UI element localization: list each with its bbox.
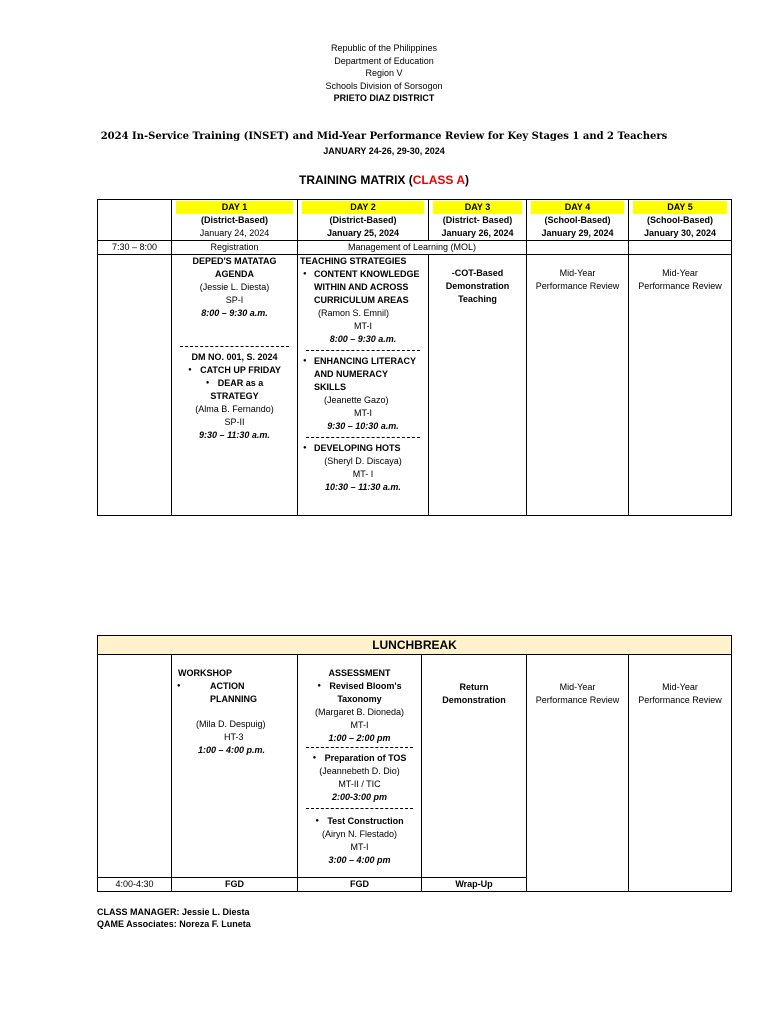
- day5-afternoon-cell: Mid-Year Performance Review: [629, 655, 732, 892]
- empty-cell: [629, 241, 732, 255]
- dashed-separator: [306, 808, 413, 809]
- day5-header: DAY 5 (School-Based) January 30, 2024: [629, 200, 732, 241]
- document-title: 2024 In-Service Training (INSET) and Mid-Year Performance Review for Key Stages 1 and 2 Teachers: [100, 131, 668, 142]
- time-cell: [98, 655, 172, 878]
- dashed-separator: [306, 747, 413, 748]
- day2-morning-cell: TEACHING STRATEGIES ● CONTENT KNOWLEDGE WITHIN AND ACROSS CURRICULUM AREAS (Ramon S. Emnil) MT-I 8:00 – 9:30 a.m. ● ENHANCING LITERACY AND NUMERACY SKILLS (Jeanette Gazo) MT-I 9:30 – 10:30 a.m. ● DEVELOPING HOTS (Sheryl D. Discaya) MT- I 10:30 – 11:30 a.m.: [298, 255, 429, 516]
- day-header-row: [98, 200, 732, 241]
- header-line-5: PRIETO DIAZ DISTRICT: [333, 93, 435, 103]
- day3-afternoon-cell: Return Demonstration: [422, 655, 527, 878]
- day1-header: DAY 1 (District-Based) January 24, 2024: [172, 200, 298, 241]
- mol-cell: Management of Learning (MOL): [298, 241, 527, 255]
- time-cell: 7:30 – 8:00: [98, 241, 172, 255]
- time-cell: 4:00-4:30: [98, 878, 172, 892]
- day2-afternoon-cell: ASSESSMENT ● Revised Bloom's Taxonomy (Margaret B. Dioneda) MT-I 1:00 – 2:00 pm ● Preparation of TOS (Jeannebeth D. Dio) MT-II / TIC 2:00-3:00 pm ● Test Construction (Airyn N. Flestado) MT-I 3:00 – 4:00 pm: [298, 655, 422, 878]
- time-header-cell: [98, 200, 172, 241]
- document-header: [0, 42, 768, 105]
- lunchbreak-banner: LUNCHBREAK: [98, 636, 732, 655]
- day4-afternoon-cell: Mid-Year Performance Review: [527, 655, 629, 892]
- day3-header: DAY 3 (District- Based) January 26, 2024: [429, 200, 527, 241]
- class-label: CLASS A: [412, 173, 465, 187]
- dashed-separator: [306, 437, 420, 438]
- lunch-row: [98, 636, 732, 655]
- day1-afternoon-cell: WORKSHOP ● ACTION PLANNING (Mila D. Despuig) HT-3 1:00 – 4:00 p.m.: [172, 655, 298, 878]
- dashed-separator: [306, 350, 420, 351]
- day2-fgd-cell: FGD: [298, 878, 422, 892]
- afternoon-session-row: [98, 655, 732, 878]
- class-manager: CLASS MANAGER: Jessie L. Diesta: [97, 907, 250, 917]
- morning-table: [97, 199, 732, 516]
- day3-morning-cell: -COT-Based Demonstration Teaching: [429, 255, 527, 516]
- day4-morning-cell: Mid-Year Performance Review: [527, 255, 629, 516]
- dashed-separator: [180, 346, 289, 347]
- registration-row: [98, 241, 732, 255]
- header-line-2: Department of Education: [334, 55, 434, 66]
- header-line-4: Schools Division of Sorsogon: [325, 80, 443, 91]
- day5-morning-cell: Mid-Year Performance Review: [629, 255, 732, 516]
- document-footer: [97, 906, 251, 930]
- empty-cell: [527, 241, 629, 255]
- matrix-title: TRAINING MATRIX (CLASS A): [299, 173, 469, 187]
- day1-morning-cell: DEPED'S MATATAG AGENDA (Jessie L. Diesta) SP-I 8:00 – 9:30 a.m. DM NO. 001, S. 2024 ● CATCH UP FRIDAY ● DEAR as a STRATEGY (Alma B. Fernando) SP-II 9:30 – 11:30 a.m.: [172, 255, 298, 516]
- afternoon-table: [97, 635, 732, 892]
- qame-associates: QAME Associates: Noreza F. Luneta: [97, 919, 251, 929]
- registration-cell: Registration: [172, 241, 298, 255]
- morning-session-row: [98, 255, 732, 516]
- header-line-1: Republic of the Philippines: [330, 43, 438, 53]
- header-line-3: Region V: [365, 68, 403, 78]
- day4-header: DAY 4 (School-Based) January 29, 2024: [527, 200, 629, 241]
- document-dates: JANUARY 24-26, 29-30, 2024: [323, 146, 445, 156]
- time-cell: [98, 255, 172, 516]
- day2-header: DAY 2 (District-Based) January 25, 2024: [298, 200, 429, 241]
- day1-fgd-cell: FGD: [172, 878, 298, 892]
- day3-wrapup-cell: Wrap-Up: [422, 878, 527, 892]
